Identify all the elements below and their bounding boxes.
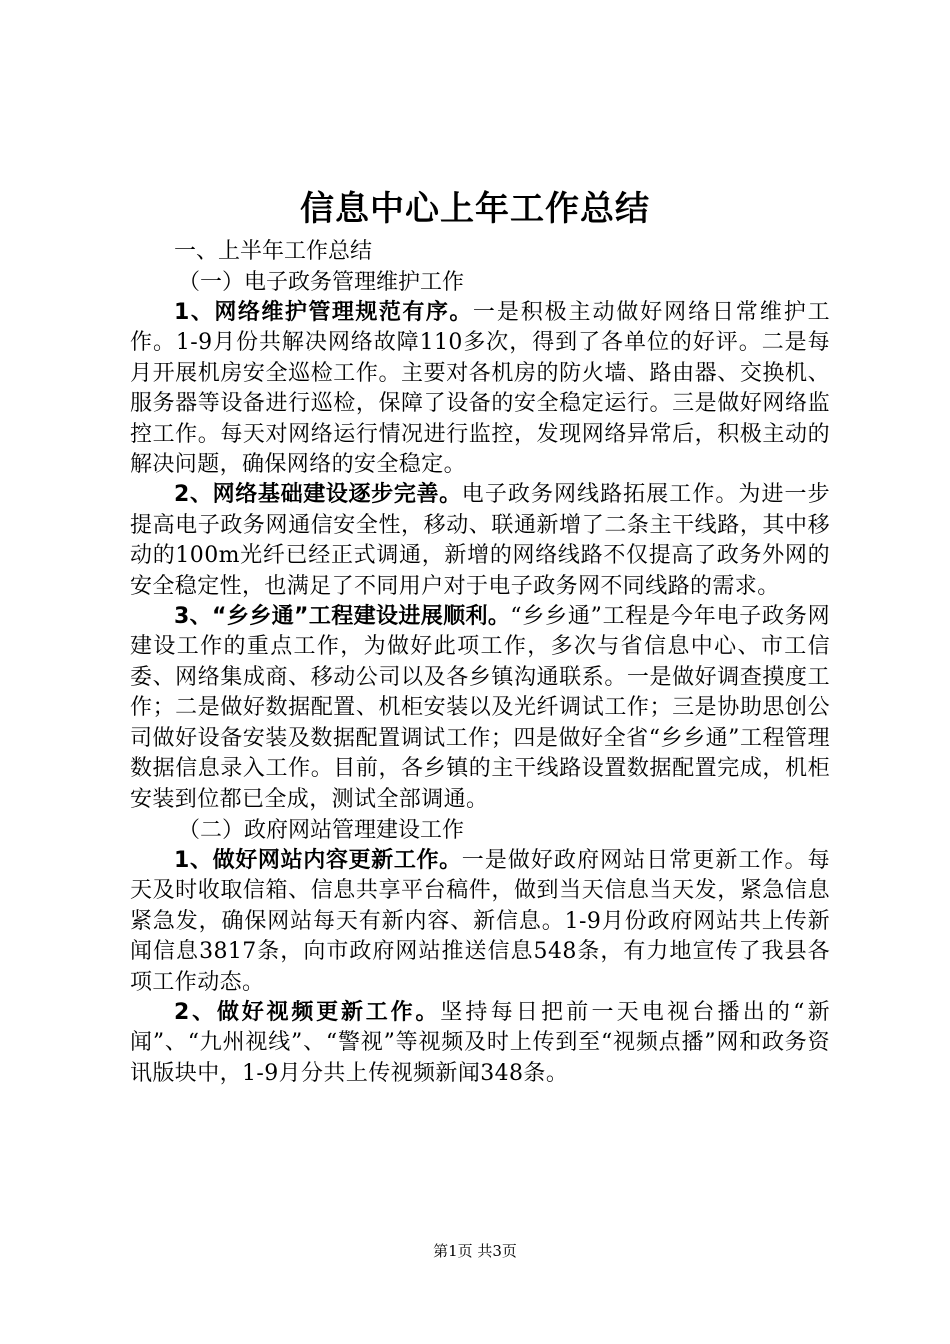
paragraph-text: 坚持每日把前一天电视台播出的“新闻”、“九州视线”、“警视”等视频及时上传到至“视频点播”网和政务资讯版块中，1-9月分共上传视频新闻348条。 — [130, 999, 831, 1086]
section-heading: 一、上半年工作总结 — [174, 239, 373, 264]
paragraph-text: 一是积极主动做好网络日常维护工作。1-9月份共解决网络故障110多次，得到了各单位的好评。二是每月开展机房安全巡检工作。主要对各机房的防火墙、路由器、交换机、服务器等设备进行巡检，保障了设备的安全稳定运行。三是做好网络监控工作。每天对网络运行情况进行监控，发现网络异常后，积极主动的解决问题，确保网络的安全稳定。 — [130, 300, 830, 478]
document-title: 信息中心上年工作总结 — [300, 189, 650, 229]
document-body — [130, 236, 830, 1089]
paragraph-lead: 2、网络基础建设逐步完善。 — [174, 482, 462, 508]
paragraph — [130, 998, 830, 1089]
paragraph-text: 电子政务网线路拓展工作。为进一步提高电子政务网通信安全性，移动、联通新增了二条主干线路，其中移动的100m光纤已经正式调通，新增的网络线路不仅提高了政务外网的安全稳定性，也满足了不同用户对于电子政务网不同线路的需求。 — [130, 482, 830, 599]
page-footer: 第1页 共3页 — [433, 1242, 517, 1260]
paragraph-lead: 1、网络维护管理规范有序。 — [174, 300, 473, 325]
paragraph-text: 一是做好政府网站日常更新工作。每天及时收取信箱、信息共享平台稿件，做到当天信息当天发，紧急信息紧急发，确保网站每天有新内容、新信息。1-9月份政府网站共上传新闻信息3817条，向市政府网站推送信息548条，有力地宣传了我县各项工作动态。 — [130, 847, 830, 995]
paragraph — [130, 846, 830, 998]
paragraph — [130, 298, 830, 480]
paragraph-lead: 3、“乡乡通”工程建设进展顺利。 — [174, 604, 511, 630]
paragraph-lead: 2、做好视频更新工作。 — [174, 999, 441, 1025]
paragraph — [130, 480, 830, 602]
paragraph-lead: 1、做好网站内容更新工作。 — [174, 847, 462, 873]
paragraph-text: “乡乡通”工程是今年电子政务网建设工作的重点工作，为做好此项工作，多次与省信息中心、市工信委、网络集成商、移动公司以及各乡镇沟通联系。一是做好调查摸度工作；二是做好数据配置、机柜安装以及光纤调试工作；三是协助思创公司做好设备安装及数据配置调试工作；四是做好全省“乡乡通”工程管理数据信息录入工作。目前，各乡镇的主干线路设置数据配置完成，机柜安装到位都已全成，测试全部调通。 — [130, 604, 831, 812]
subsection-heading: （一）电子政务管理维护工作 — [178, 270, 465, 295]
subsection-heading: （二）政府网站管理建设工作 — [178, 817, 465, 843]
paragraph — [130, 602, 830, 815]
